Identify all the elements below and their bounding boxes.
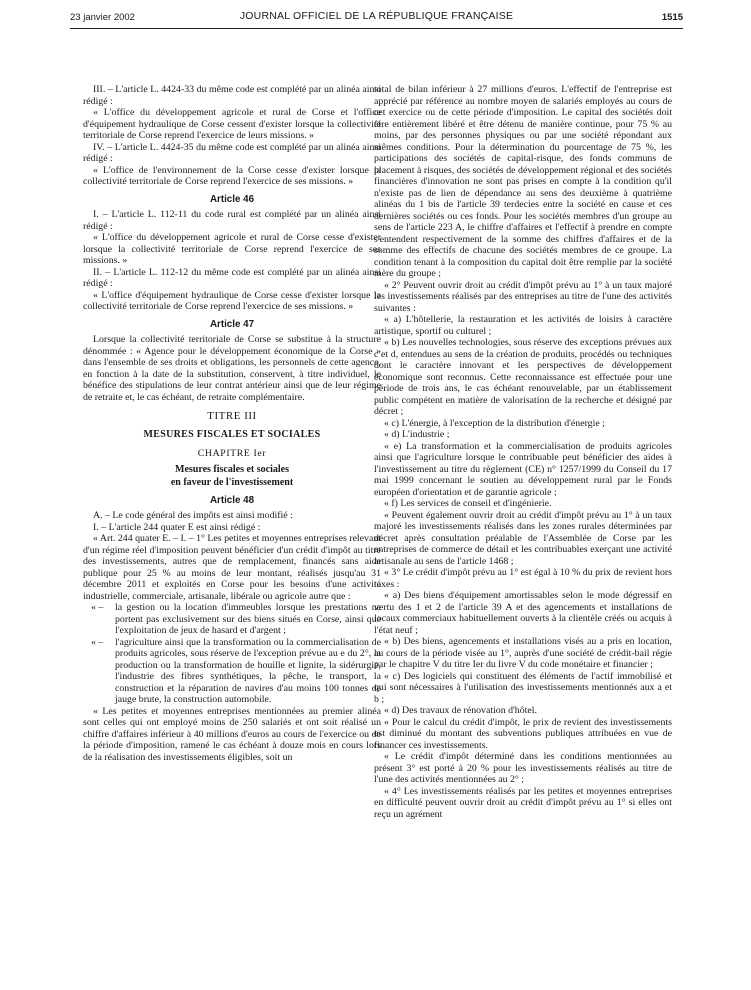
journal-title: JOURNAL OFFICIEL DE LA RÉPUBLIQUE FRANÇAISE <box>239 10 514 22</box>
header-date: 23 janvier 2002 <box>70 12 135 23</box>
paragraph: II. – L'article L. 112-12 du même code est complété par un alinéa ainsi rédigé : <box>83 266 381 289</box>
paragraph: « b) Des biens, agencements et installations visés au a pris en location, au cours de la période visée au 1°, auprès d'une société de crédit-bail régie par le chapitre V du titre Ier du livre V du code monétaire et financier ; <box>374 636 672 670</box>
paragraph: III. – L'article L. 4424-33 du même code est complété par un alinéa ainsi rédigé : <box>83 84 381 107</box>
title-heading: TITRE III <box>207 410 257 422</box>
paragraph: « Art. 244 quater E. – I. – 1° Les petites et moyennes entreprises relevant d'un régime réel d'imposition peuvent bénéficier d'un crédit d'impôt au titre des investissements, autres que de remplacement, financés sans aide publique pour 25 % au moins de leur montant, réalisés jusqu'au 31 décembre 2011 et exploités en Corse pour les besoins d'une activité industrielle, commerciale, artisanale, libérale ou agricole autre que : <box>83 533 381 602</box>
title-subheading: MESURES FISCALES ET SOCIALES <box>143 428 321 440</box>
paragraph: « c) Des logiciels qui constituent des éléments de l'actif immobilisé et qui sont nécessaires à l'utilisation des investissements mentionnés aux a et b ; <box>374 670 672 705</box>
article-heading: Article 48 <box>209 494 255 506</box>
paragraph: « Le crédit d'impôt déterminé dans les conditions mentionnées au présent 3° est porté à 20 % pour les investissements réalisés au titre de l'une des activités mentionnées au 2° ; <box>374 751 672 785</box>
chapter-heading: CHAPITRE Ier <box>197 448 267 459</box>
paragraph: total de bilan inférieur à 27 millions d'euros. L'effectif de l'entreprise est apprécié par référence au nombre moyen de salariés employés au cours de cet exercice ou de cette période d'imposition. Le capital des sociétés doit être entièrement libéré et être détenu de manière continue, pour 75 % au moins, par des personnes physiques ou par une société répondant aux mêmes conditions. Pour la détermination du pourcentage de 75 %, les participations des sociétés de capital-risque, des fonds communs de placement à risques, des sociétés de développement régional et des sociétés financières d'innovation ne sont pas prises en compte à la condition qu'il n'existe pas de lien de dépendance au sens des deuxième à quatrième alinéas du 1 bis de l'article 39 terdecies entre la société en cause et ces dernières sociétés ou ces fonds. Pour les sociétés membres d'un groupe au sens de l'article 223 A, le chiffre d'affaires et l'effectif à prendre en compte s'entendent respectivement de la somme des chiffres d'affaires et de la somme des effectifs de chacune des sociétés membres de ce groupe. La condition tenant à la composition du capital doit être remplie par la société mère du groupe ; <box>374 84 672 279</box>
paragraph: « d) L'industrie ; <box>384 429 450 440</box>
list-item-text: l'agriculture ainsi que la transformation ou la commercialisation de produits agricoles, sous réserve de l'exception prévue au e du 2°, la production ou la transformation de houille et lignite, la sidérurgie, l'industrie des fibres synthétiques, la pêche, le transport, la construction et la réparation de navires d'au moins 100 tonnes de jauge brute, la construction automobile. <box>115 636 381 705</box>
paragraph: « Les petites et moyennes entreprises mentionnées au premier alinéa sont celles qui ont employé moins de 250 salariés et ont soit réalisé un chiffre d'affaires inférieur à 40 millions d'euros au cours de l'exercice ou de la période d'imposition, ramené le cas échéant à douze mois en cours lors de la réalisation des investissements éligibles, soit un <box>83 705 381 763</box>
paragraph: IV. – L'article L. 4424-35 du même code est complété par un alinéa ainsi rédigé : <box>83 141 381 164</box>
paragraph: « L'office du développement agricole et rural de Corse cesse d'exister lorsque la collectivité territoriale de Corse reprend l'exercice de ses missions. » <box>83 232 381 266</box>
paragraph: « a) L'hôtellerie, la restauration et les activités de loisirs à caractère artistique, sportif ou culturel ; <box>374 314 672 337</box>
paragraph: « 2° Peuvent ouvrir droit au crédit d'impôt prévu au 1° à un taux majoré les investissements réalisés par des entreprises au titre de l'une des activités suivantes : <box>374 279 672 314</box>
page-number: 1515 <box>661 12 683 23</box>
paragraph: A. – Le code général des impôts est ainsi modifié : <box>93 510 293 521</box>
paragraph: « b) Les nouvelles technologies, sous réserve des exceptions prévues aux c et d, entendues au sens de la création de produits, procédés ou techniques dont le caractère innovant et les perspectives de développement économique sont reconnus. Cette reconnaissance est effectuée pour une période de trois ans, le cas échéant renouvelable, par un établissement public compétent en matière de valorisation de la recherche et désigné par décret ; <box>374 337 672 417</box>
paragraph: « a) Des biens d'équipement amortissables selon le mode dégressif en vertu des 1 et 2 de l'article 39 A et des agencements et installations de locaux commerciaux habituellement ouverts à la clientèle créés ou acquis à l'état neuf ; <box>374 590 672 636</box>
paragraph: « L'office du développement agricole et rural de Corse et l'office d'équipement hydraulique de Corse cessent d'exister lorsque la collectivité territoriale de Corse reprend l'exercice de leurs missions. » <box>83 107 381 141</box>
paragraph: « c) L'énergie, à l'exception de la distribution d'énergie ; <box>384 417 605 429</box>
paragraph: « L'office d'équipement hydraulique de Corse cesse d'exister lorsque la collectivité territoriale de Corse reprend l'exercice de ses missions. » <box>83 289 381 312</box>
paragraph: « Pour le calcul du crédit d'impôt, le prix de revient des investissements est diminué du montant des subventions publiques attribuées en vue de financer ces investissements. <box>374 716 672 751</box>
paragraph: « L'office de l'environnement de la Corse cesse d'exister lorsque la collectivité territoriale de Corse reprend l'exercice de ses missions. » <box>83 164 381 187</box>
paragraph: « d) Des travaux de rénovation d'hôtel. <box>384 705 537 716</box>
paragraph: « e) La transformation et la commercialisation de produits agricoles ainsi que l'agriculture lorsque le contribuable peut bénéficier des aides à l'investissement au titre du règlement (CE) n° 1257/1999 du Conseil du 17 mai 1999 concernant le soutien au développement rural par le Fonds européen d'orientation et de garantie agricole ; <box>374 440 672 498</box>
article-heading: Article 47 <box>209 318 255 330</box>
list-item-text: la gestion ou la location d'immeubles lorsque les prestations ne portent pas exclusivement sur des biens situés en Corse, ainsi que l'exploitation de jeux de hasard et d'argent ; <box>115 602 381 636</box>
paragraph: I. – L'article 244 quater E est ainsi rédigé : <box>93 521 261 533</box>
paragraph: I. – L'article L. 112-11 du code rural est complété par un alinéa ainsi rédigé : <box>83 209 381 232</box>
paragraph: « Peuvent également ouvrir droit au crédit d'impôt prévu au 1° à un taux majoré les investissements réalisés dans les zones rurales déterminées par décret après consultation préalable de l'Assemblée de Corse par les entreprises de commerce de détail et les contribuables exerçant une activité artisanale au sens de l'article 1468 ; <box>374 509 672 567</box>
chapter-subheading: Mesures fiscales et sociales <box>175 463 289 475</box>
right-column <box>374 84 672 820</box>
left-column <box>83 84 381 763</box>
article-heading: Article 46 <box>209 193 255 205</box>
paragraph: « 3° Le crédit d'impôt prévu au 1° est égal à 10 % du prix de revient hors taxes : <box>374 567 672 590</box>
paragraph: « f) Les services de conseil et d'ingénierie. <box>384 498 552 509</box>
header-rule <box>70 28 683 29</box>
bullet-mark: « – <box>91 636 104 648</box>
list-item <box>83 602 381 637</box>
paragraph: Lorsque la collectivité territoriale de Corse se substitue à la structure dénommée : « Agence pour le développement économique de la Corse » dans l'ensemble de ses droits et obligations, les personnels de cette agence, en fonction à la date de la substitution, conservent, à titre individuel, le bénéfice des stipulations de leur contrat antérieur ainsi que de leur régime de retraite et, le cas échéant, de retraite complémentaire. <box>83 334 381 403</box>
chapter-subheading: en faveur de l'investissement <box>170 477 294 488</box>
bullet-mark: « – <box>91 602 104 613</box>
list-item <box>83 637 381 706</box>
paragraph: « 4° Les investissements réalisés par les petites et moyennes entreprises en difficulté peuvent ouvrir droit au crédit d'impôt prévu au 1° si elles ont reçu un agrément <box>374 785 672 820</box>
